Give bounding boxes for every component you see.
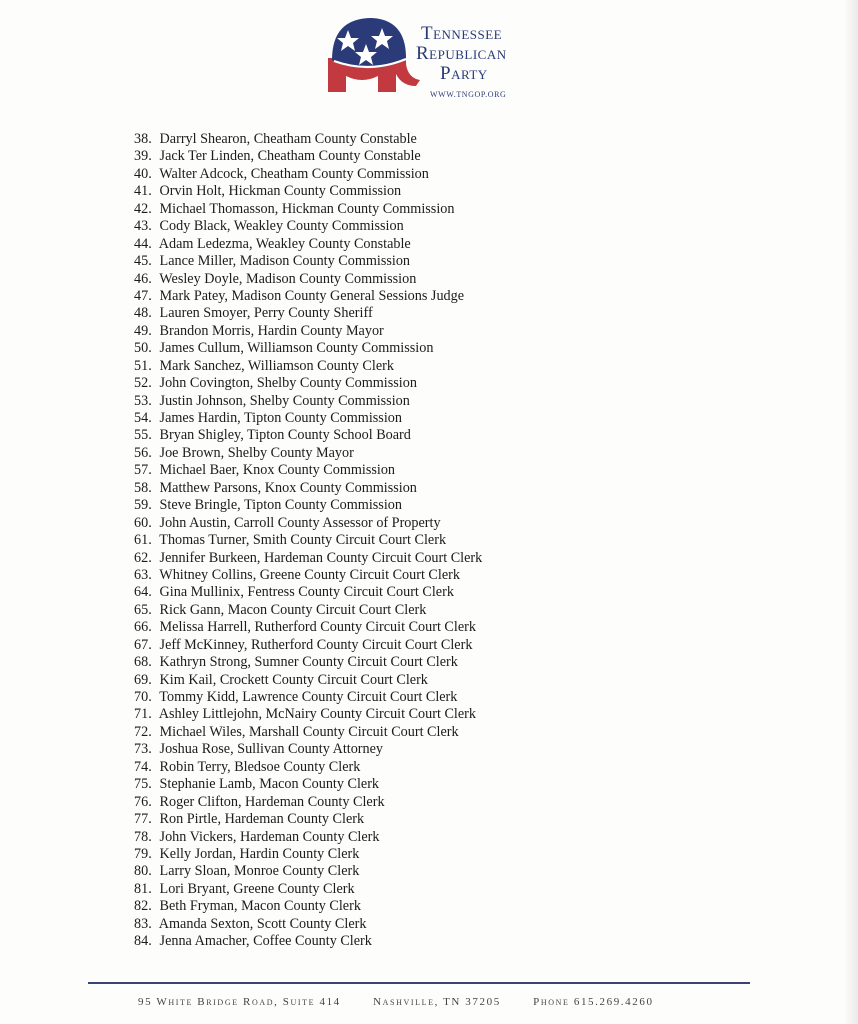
list-item-number: 80. [134, 863, 152, 880]
org-name-line2: Republican [416, 43, 507, 64]
list-item-text: Roger Clifton, Hardeman County Clerk [159, 793, 385, 810]
list-item-text: James Cullum, Williamson County Commission [159, 340, 434, 357]
list-item [134, 916, 482, 933]
list-item-text: Mark Patey, Madison County General Sessions Judge [159, 287, 465, 304]
list-item-text: Thomas Turner, Smith County Circuit Court Clerk [159, 532, 447, 549]
list-item-number: 73. [134, 741, 152, 758]
list-item-text: Orvin Holt, Hickman County Commission [159, 183, 402, 200]
list-item-text: Darryl Shearon, Cheatham County Constable [159, 131, 417, 147]
list-item-number: 76. [134, 793, 152, 810]
list-item [134, 811, 482, 828]
endorsement-list [134, 131, 482, 951]
list-item-text: Rick Gann, Macon County Circuit Court Clerk [159, 601, 427, 618]
list-item-number: 69. [134, 671, 152, 688]
org-name-line3: Party [440, 63, 488, 84]
list-item-number: 53. [134, 392, 152, 409]
footer-city: Nashville, TN 37205 [373, 996, 501, 1008]
list-item-number: 62. [134, 549, 152, 566]
list-item-number: 40. [134, 165, 152, 182]
list-item-text: Matthew Parsons, Knox County Commission [159, 479, 417, 496]
list-item-number: 70. [134, 689, 152, 705]
list-item [134, 637, 482, 654]
list-item [134, 776, 482, 793]
list-item-number: 79. [134, 845, 152, 862]
list-item [134, 305, 482, 322]
list-item-number: 50. [134, 340, 152, 357]
tngop-logo-icon [326, 14, 426, 94]
list-item-number: 52. [134, 375, 152, 392]
page-edge-shadow [844, 0, 858, 1024]
list-item-text: Jennifer Burkeen, Hardeman County Circuit Court Clerk [159, 549, 483, 566]
list-item [134, 497, 482, 514]
list-item [134, 759, 482, 776]
list-item [134, 375, 482, 392]
list-item [134, 706, 482, 723]
list-item [134, 602, 482, 619]
list-item-number: 44. [134, 235, 152, 252]
list-item-text: Beth Fryman, Macon County Clerk [159, 898, 361, 915]
list-item-number: 74. [134, 758, 152, 775]
list-item-text: Kathryn Strong, Sumner County Circuit Court Clerk [159, 654, 458, 671]
list-item-text: Wesley Doyle, Madison County Commission [159, 270, 417, 287]
list-item-text: Kelly Jordan, Hardin County Clerk [159, 845, 360, 862]
list-item-text: Justin Johnson, Shelby County Commission [159, 392, 410, 409]
list-item [134, 672, 482, 689]
list-item-text: Bryan Shigley, Tipton County School Board [159, 427, 411, 444]
list-item [134, 166, 482, 183]
list-item-number: 43. [134, 218, 152, 235]
list-item-number: 66. [134, 619, 152, 636]
list-item [134, 689, 482, 706]
list-item [134, 445, 482, 462]
list-item-number: 61. [134, 532, 152, 549]
list-item-number: 81. [134, 880, 152, 897]
list-item-number: 56. [134, 444, 152, 461]
list-item-number: 64. [134, 584, 152, 601]
list-item-text: Joe Brown, Shelby County Mayor [159, 444, 354, 461]
list-item [134, 550, 482, 567]
list-item-text: Lauren Smoyer, Perry County Sheriff [159, 305, 373, 322]
list-item [134, 148, 482, 165]
list-item [134, 427, 482, 444]
list-item-text: James Hardin, Tipton County Commission [159, 410, 402, 426]
list-item-number: 71. [134, 706, 152, 723]
footer-phone: Phone 615.269.4260 [533, 996, 654, 1008]
list-item [134, 863, 482, 880]
list-item-text: John Covington, Shelby County Commission [159, 375, 417, 392]
list-item-text: Jeff McKinney, Rutherford County Circuit Court Clerk [159, 636, 473, 653]
list-item-number: 65. [134, 601, 152, 618]
list-item-number: 58. [134, 479, 152, 496]
list-item-text: John Vickers, Hardeman County Clerk [159, 828, 380, 845]
list-item-text: Amanda Sexton, Scott County Clerk [158, 915, 367, 932]
list-item [134, 567, 482, 584]
list-item [134, 898, 482, 915]
list-item-text: Joshua Rose, Sullivan County Attorney [159, 741, 383, 758]
list-item [134, 183, 482, 200]
list-item [134, 619, 482, 636]
footer-divider [88, 982, 750, 984]
list-item [134, 218, 482, 235]
list-item-number: 63. [134, 566, 152, 583]
list-item [134, 340, 482, 357]
list-item-number: 45. [134, 253, 152, 270]
list-item-text: Brandon Morris, Hardin County Mayor [159, 322, 384, 339]
list-item [134, 584, 482, 601]
list-item [134, 201, 482, 218]
list-item [134, 933, 482, 950]
list-item [134, 741, 482, 758]
list-item-number: 47. [134, 287, 152, 304]
list-item-number: 51. [134, 357, 152, 374]
list-item [134, 480, 482, 497]
list-item-text: Ashley Littlejohn, McNairy County Circuit Court Clerk [158, 706, 476, 723]
list-item-text: Michael Thomasson, Hickman County Commission [159, 200, 455, 217]
list-item-number: 68. [134, 654, 152, 671]
list-item-text: Lance Miller, Madison County Commission [159, 253, 411, 270]
list-item-number: 38. [134, 131, 152, 147]
list-item-number: 67. [134, 636, 152, 653]
list-item-number: 39. [134, 148, 152, 165]
list-item [134, 515, 482, 532]
list-item [134, 846, 482, 863]
list-item [134, 532, 482, 549]
list-item-number: 82. [134, 898, 152, 915]
list-item-number: 49. [134, 322, 152, 339]
list-item-number: 83. [134, 915, 152, 932]
footer-contact [138, 996, 654, 1008]
list-item [134, 271, 482, 288]
list-item-text: Stephanie Lamb, Macon County Clerk [159, 776, 380, 793]
list-item [134, 724, 482, 741]
list-item-text: Walter Adcock, Cheatham County Commission [159, 165, 429, 182]
list-item-text: Mark Sanchez, Williamson County Clerk [159, 357, 394, 374]
footer-address: 95 White Bridge Road, Suite 414 [138, 996, 341, 1008]
list-item [134, 462, 482, 479]
list-item-text: Steve Bringle, Tipton County Commission [159, 497, 402, 514]
list-item-text: Ron Pirtle, Hardeman County Clerk [159, 811, 365, 828]
list-item-text: Kim Kail, Crockett County Circuit Court Clerk [159, 671, 428, 688]
list-item-number: 46. [134, 270, 152, 287]
list-item-text: Tommy Kidd, Lawrence County Circuit Court Clerk [159, 689, 458, 705]
org-website: WWW.TNGOP.ORG [430, 90, 507, 99]
list-item [134, 358, 482, 375]
list-item-text: Michael Wiles, Marshall County Circuit Court Clerk [159, 723, 459, 740]
list-item-number: 75. [134, 776, 152, 793]
org-name [416, 24, 507, 84]
list-item [134, 253, 482, 270]
list-item [134, 393, 482, 410]
list-item [134, 410, 482, 427]
list-item-number: 42. [134, 200, 152, 217]
list-item-text: Robin Terry, Bledsoe County Clerk [159, 758, 361, 775]
list-item-text: John Austin, Carroll County Assessor of Property [159, 514, 441, 531]
list-item-text: Jack Ter Linden, Cheatham County Constable [159, 148, 421, 165]
list-item-text: Whitney Collins, Greene County Circuit Court Clerk [159, 566, 460, 583]
list-item [134, 881, 482, 898]
list-item-number: 60. [134, 514, 152, 531]
list-item [134, 236, 482, 253]
list-item-number: 55. [134, 427, 152, 444]
list-item-number: 57. [134, 462, 152, 479]
list-item-text: Lori Bryant, Greene County Clerk [159, 880, 355, 897]
list-item-number: 72. [134, 723, 152, 740]
list-item-number: 41. [134, 183, 152, 200]
list-item-text: Melissa Harrell, Rutherford County Circuit Court Clerk [159, 619, 476, 636]
list-item [134, 323, 482, 340]
list-item-text: Adam Ledezma, Weakley County Constable [158, 235, 411, 252]
list-item-number: 54. [134, 410, 152, 426]
list-item [134, 794, 482, 811]
list-item-number: 77. [134, 811, 152, 828]
letterhead [326, 14, 546, 104]
list-item-text: Michael Baer, Knox County Commission [159, 462, 396, 479]
list-item-number: 84. [134, 933, 152, 950]
list-item-text: Larry Sloan, Monroe County Clerk [159, 863, 360, 880]
list-item [134, 131, 482, 148]
list-item-number: 78. [134, 828, 152, 845]
list-item-text: Jenna Amacher, Coffee County Clerk [159, 933, 372, 950]
list-item-text: Gina Mullinix, Fentress County Circuit Court Clerk [159, 584, 454, 601]
list-item [134, 288, 482, 305]
list-item [134, 829, 482, 846]
org-name-line1: Tennessee [421, 23, 503, 44]
list-item [134, 654, 482, 671]
list-item-number: 48. [134, 305, 152, 322]
list-item-number: 59. [134, 497, 152, 514]
list-item-text: Cody Black, Weakley County Commission [159, 218, 404, 235]
